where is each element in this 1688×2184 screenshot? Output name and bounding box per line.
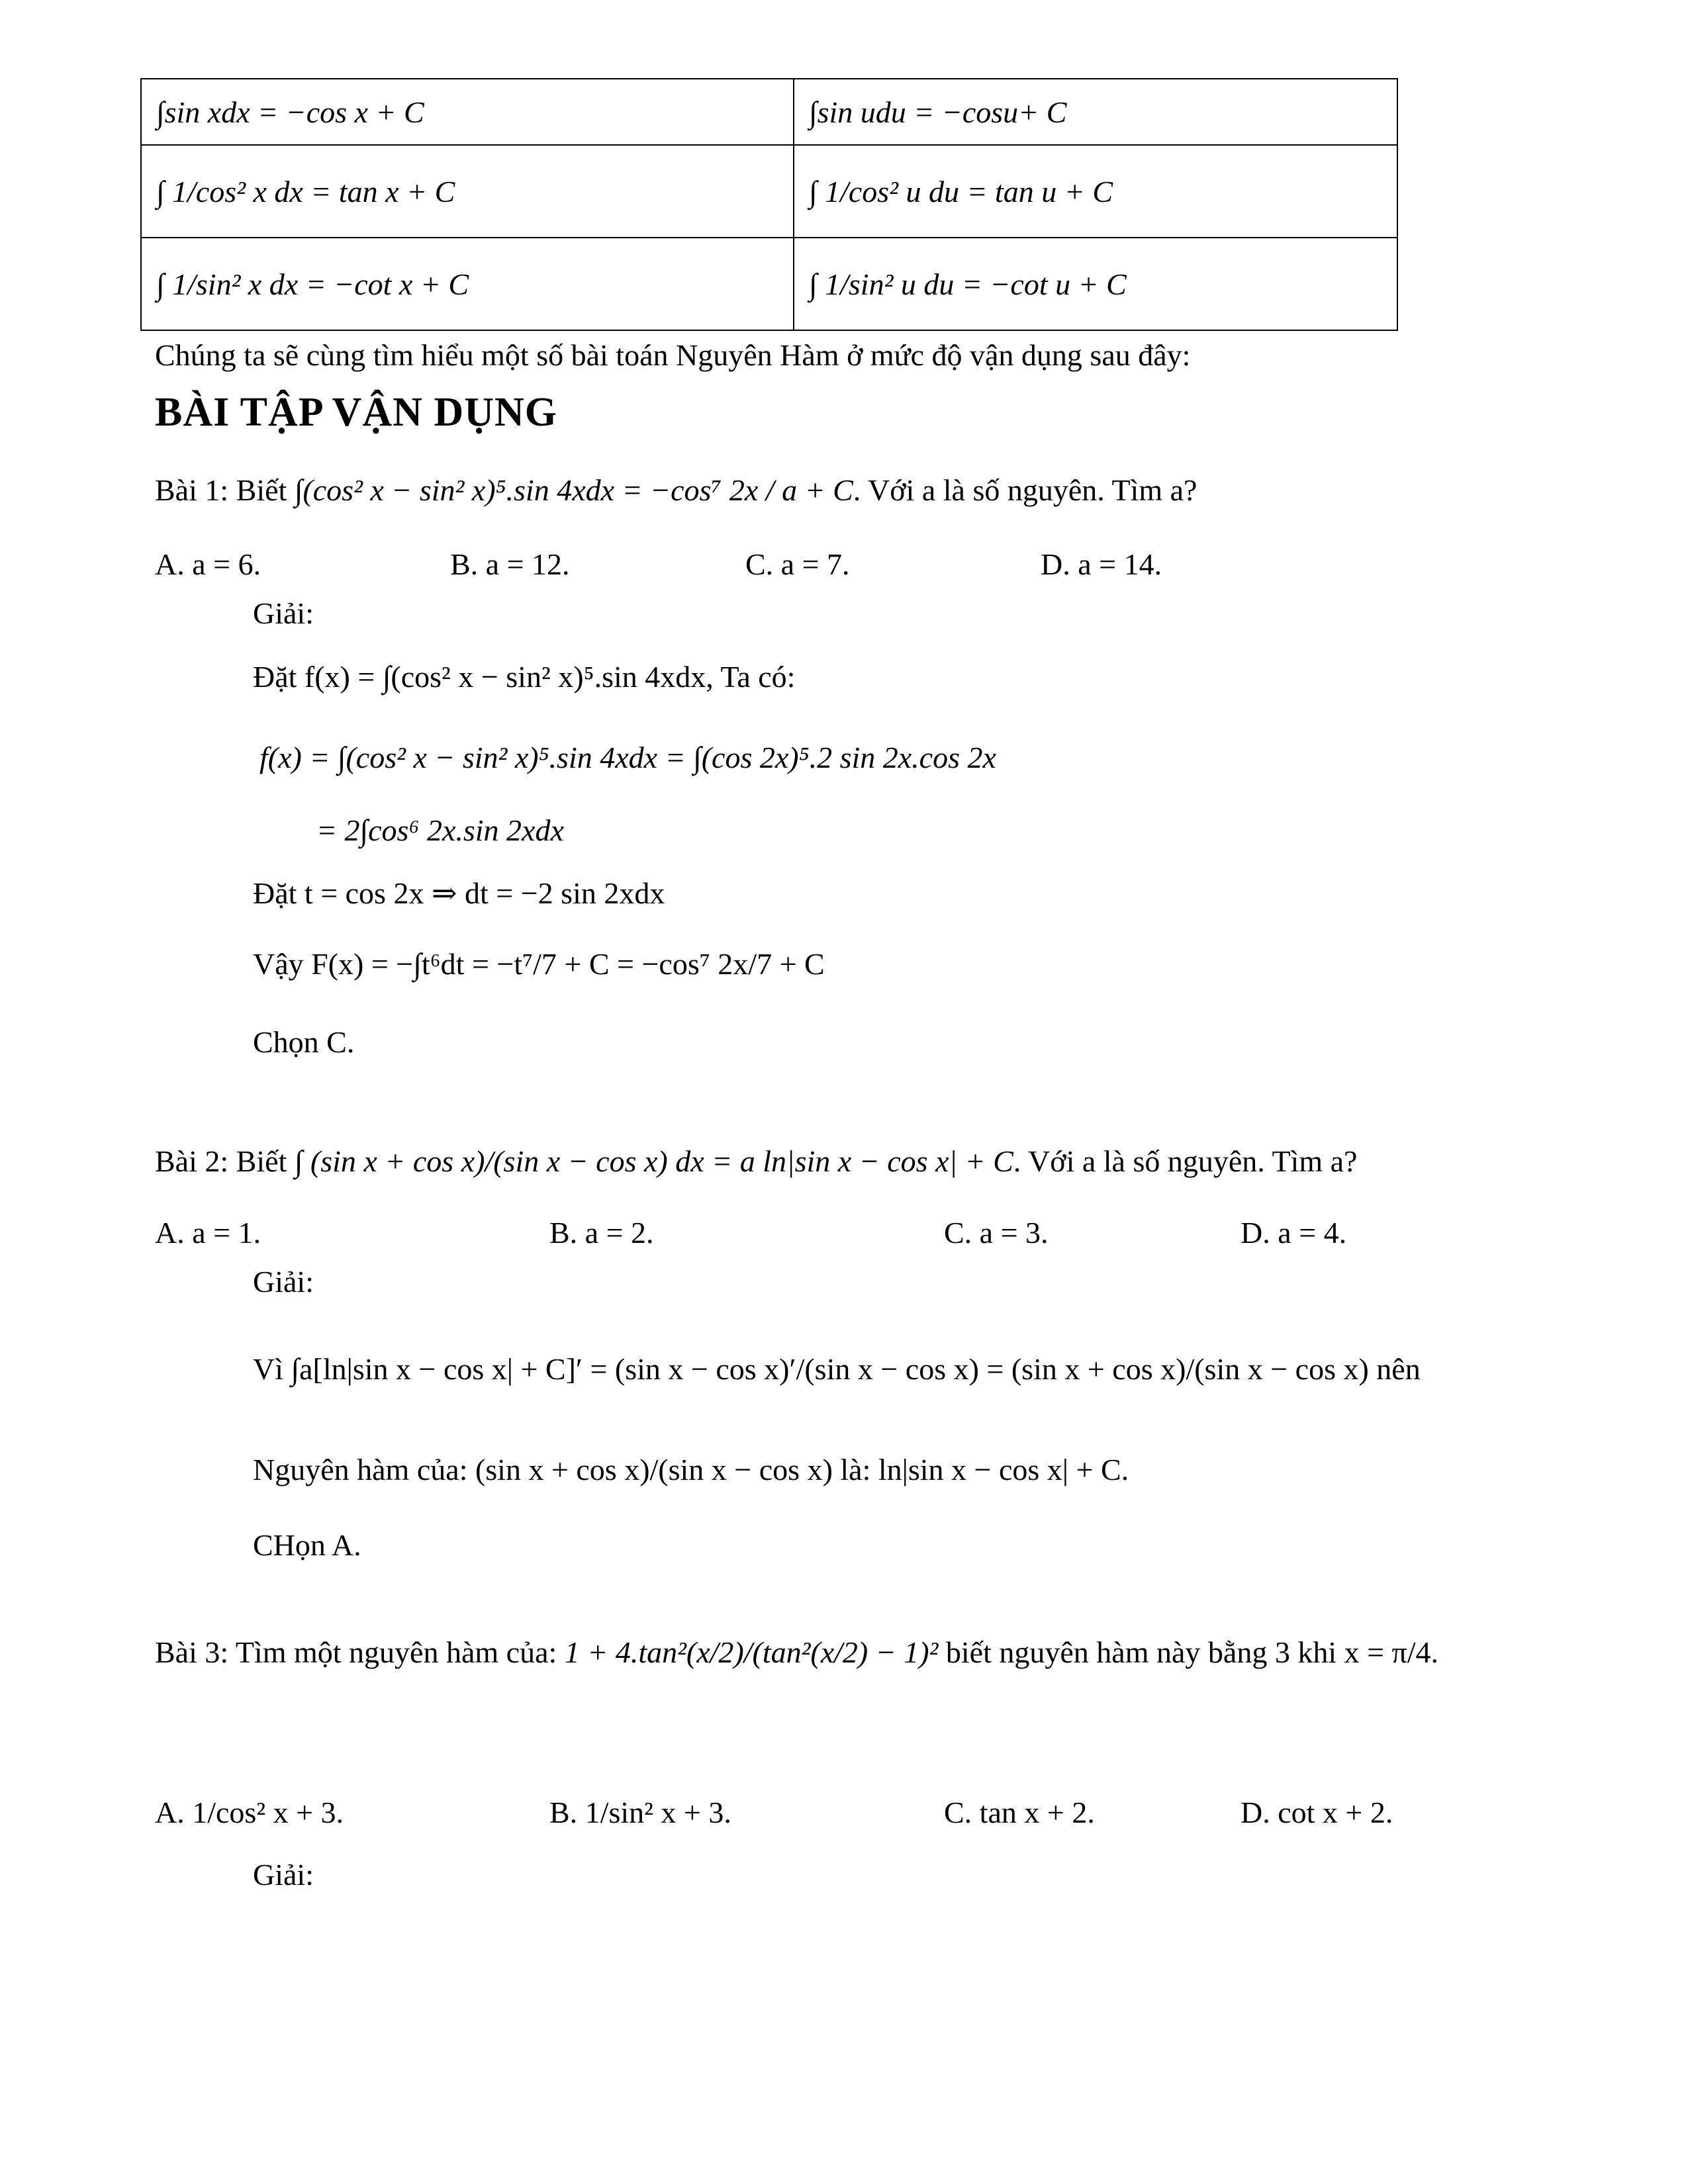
option-d: D. a = 14. xyxy=(1041,547,1162,581)
table-cell xyxy=(141,79,794,145)
option-a: A. 1/cos² x + 3. xyxy=(155,1796,344,1829)
formula: ∫ 1/cos² u du = tan u + C xyxy=(809,174,1113,208)
table-cell xyxy=(794,79,1397,145)
problem-3-statement xyxy=(155,1635,1438,1670)
solution-line: f(x) = ∫(cos² x − sin² x)⁵.sin 4xdx = ∫(cos 2x)⁵.2 sin 2x.cos 2x xyxy=(259,741,996,774)
formula: ∫ 1/cos² x dx = tan x + C xyxy=(156,174,455,208)
solution-line: CHọn A. xyxy=(253,1528,361,1562)
problem-1-statement xyxy=(155,473,1197,508)
option-d: D. a = 4. xyxy=(1241,1216,1347,1250)
option-c: C. a = 7. xyxy=(745,547,850,581)
problem-formula: ∫(cos² x − sin² x)⁵.sin 4xdx = −cos⁷ 2x / a + C xyxy=(294,473,853,507)
table-row xyxy=(141,145,1397,238)
solution-line: Chọn C. xyxy=(253,1025,355,1059)
formula: ∫ 1/sin² x dx = −cot x + C xyxy=(156,267,469,301)
problem-suffix: . Với a là số nguyên. Tìm a? xyxy=(1013,1144,1358,1178)
formula: ∫ 1/sin² u du = −cot u + C xyxy=(809,267,1127,301)
option-c: C. tan x + 2. xyxy=(944,1796,1095,1829)
option-d: D. cot x + 2. xyxy=(1241,1796,1393,1829)
problem-suffix: . Với a là số nguyên. Tìm a? xyxy=(853,473,1197,507)
formula-table xyxy=(140,78,1398,331)
table-cell xyxy=(794,238,1397,330)
problem-prefix: Bài 1: Biết xyxy=(155,473,287,507)
solution-line: Nguyên hàm của: (sin x + cos x)/(sin x − cos x) là: ln|sin x − cos x| + C. xyxy=(253,1453,1129,1486)
problem-suffix: biết nguyên hàm này bằng 3 khi x = π/4. xyxy=(945,1635,1439,1669)
table-row xyxy=(141,79,1397,145)
intro-text: Chúng ta sẽ cùng tìm hiểu một số bài toán Nguyên Hàm ở mức độ vận dụng sau đây: xyxy=(155,338,1191,372)
solution-label: Giải: xyxy=(253,1265,314,1298)
option-b: B. 1/sin² x + 3. xyxy=(549,1796,731,1829)
table-cell xyxy=(794,145,1397,238)
problem-prefix: Bài 2: Biết xyxy=(155,1144,287,1178)
problem-formula: 1 + 4.tan²(x/2)/(tan²(x/2) − 1)² xyxy=(564,1635,939,1669)
table-cell xyxy=(141,238,794,330)
solution-line: Đặt t = cos 2x ⇒ dt = −2 sin 2xdx xyxy=(253,876,665,910)
formula: ∫sin xdx = −cos x + C xyxy=(156,95,424,129)
section-heading: BÀI TẬP VẬN DỤNG xyxy=(155,390,557,435)
option-a: A. a = 1. xyxy=(155,1216,261,1250)
option-a: A. a = 6. xyxy=(155,547,261,581)
solution-label: Giải: xyxy=(253,596,314,630)
solution-label: Giải: xyxy=(253,1858,314,1891)
solution-line: Vậy F(x) = −∫t⁶dt = −t⁷/7 + C = −cos⁷ 2x/7 + C xyxy=(253,947,825,981)
problem-prefix: Bài 3: Tìm một nguyên hàm của: xyxy=(155,1635,557,1669)
option-b: B. a = 12. xyxy=(450,547,570,581)
formula: ∫sin udu = −cosu+ C xyxy=(809,95,1067,129)
problem-2-statement xyxy=(155,1144,1357,1179)
problem-formula: ∫ (sin x + cos x)/(sin x − cos x) dx = a ln|sin x − cos x| + C xyxy=(294,1144,1013,1178)
option-b: B. a = 2. xyxy=(549,1216,654,1250)
solution-line: Vì ∫a[ln|sin x − cos x| + C]′ = (sin x − cos x)′/(sin x − cos x) = (sin x + cos x)/(sin x − cos x) nên xyxy=(253,1352,1421,1386)
option-c: C. a = 3. xyxy=(944,1216,1049,1250)
table-row xyxy=(141,238,1397,330)
solution-line: Đặt f(x) = ∫(cos² x − sin² x)⁵.sin 4xdx, Ta có: xyxy=(253,660,796,694)
solution-line: = 2∫cos⁶ 2x.sin 2xdx xyxy=(316,813,564,847)
table-cell xyxy=(141,145,794,238)
